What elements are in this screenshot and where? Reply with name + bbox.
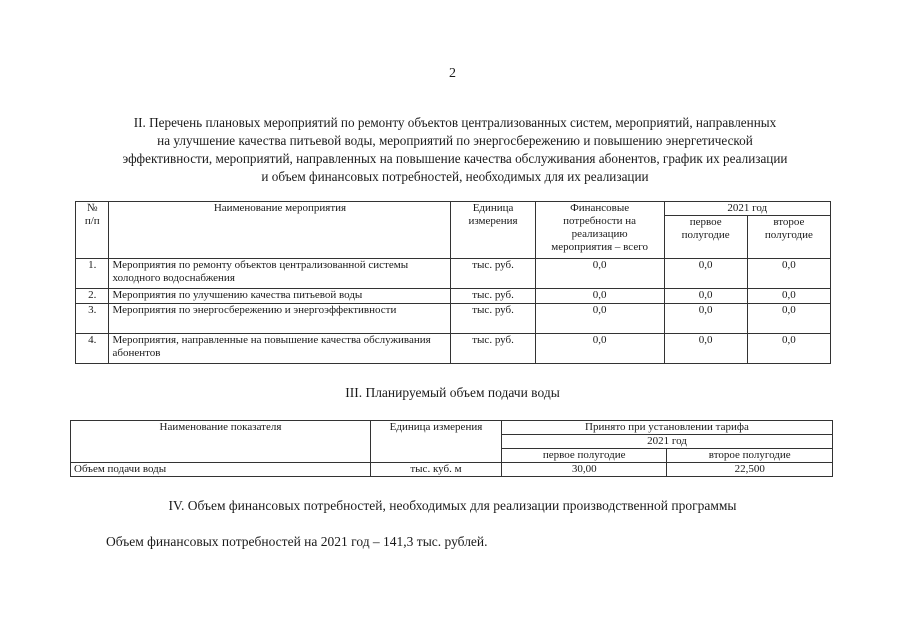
row-financial: 0,0 (535, 304, 664, 334)
header-accepted: Принято при установлении тарифа (501, 421, 832, 435)
row-unit: тыс. руб. (451, 289, 535, 304)
table-row (76, 304, 831, 334)
header-unit: Единица измерения (451, 202, 535, 259)
header-year: 2021 год (501, 435, 832, 449)
header-unit: Единица измерения (370, 421, 501, 463)
table-row (76, 289, 831, 304)
row-financial: 0,0 (535, 334, 664, 364)
activities-table (75, 201, 831, 364)
row-second-half: 0,0 (747, 289, 830, 304)
row-second-half: 0,0 (747, 334, 830, 364)
row-indicator: Объем подачи воды (71, 463, 371, 477)
row-second-half: 0,0 (747, 259, 830, 289)
row-first-half: 0,0 (664, 334, 747, 364)
row-num: 4. (76, 334, 109, 364)
water-supply-table (70, 420, 833, 477)
header-second-half: второе полугодие (747, 216, 830, 259)
row-num: 2. (76, 289, 109, 304)
row-second-half: 0,0 (747, 304, 830, 334)
section-2-title-line: II. Перечень плановых мероприятий по ремонту объектов централизованных систем, мероприятий, направленных (133, 115, 777, 130)
row-first-half: 0,0 (664, 304, 747, 334)
page-number: 2 (449, 66, 456, 81)
header-first-half: первое полугодие (664, 216, 747, 259)
section-3-title: III. Планируемый объем подачи воды (345, 385, 560, 400)
header-first-half: первое полугодие (501, 449, 667, 463)
section-2-title-line: эффективности, мероприятий, направленных на повышение качества обслуживания абонентов, график их реализации (122, 151, 788, 166)
row-financial: 0,0 (535, 289, 664, 304)
header-second-half: второе полугодие (667, 449, 833, 463)
row-name: Мероприятия по энергосбережению и энергоэффективности (109, 304, 451, 334)
row-num: 3. (76, 304, 109, 334)
section-2-title-line: на улучшение качества питьевой воды, мероприятий по энергосбережению и повышению энергетической (157, 133, 753, 148)
header-year: 2021 год (664, 202, 830, 216)
row-name: Мероприятия по улучшению качества питьевой воды (109, 289, 451, 304)
header-num: № п/п (76, 202, 109, 259)
row-name: Мероприятия по ремонту объектов централизованной системы холодного водоснабжения (109, 259, 451, 289)
row-financial: 0,0 (535, 259, 664, 289)
row-unit: тыс. куб. м (370, 463, 501, 477)
row-unit: тыс. руб. (451, 259, 535, 289)
financial-summary: Объем финансовых потребностей на 2021 год – 141,3 тыс. рублей. (106, 534, 488, 549)
row-first-half: 30,00 (501, 463, 667, 477)
section-4-title: IV. Объем финансовых потребностей, необходимых для реализации производственной программы (168, 498, 737, 513)
section-2-title (60, 114, 850, 186)
row-second-half: 22,500 (667, 463, 833, 477)
row-unit: тыс. руб. (451, 304, 535, 334)
row-first-half: 0,0 (664, 259, 747, 289)
row-num: 1. (76, 259, 109, 289)
header-financial: Финансовые потребности на реализацию мероприятия – всего (535, 202, 664, 259)
row-name: Мероприятия, направленные на повышение качества обслуживания абонентов (109, 334, 451, 364)
table-row (76, 259, 831, 289)
row-first-half: 0,0 (664, 289, 747, 304)
section-2-title-line: и объем финансовых потребностей, необходимых для их реализации (261, 169, 649, 184)
table-row (71, 463, 833, 477)
table-row (76, 334, 831, 364)
row-unit: тыс. руб. (451, 334, 535, 364)
header-name: Наименование мероприятия (109, 202, 451, 259)
header-indicator: Наименование показателя (71, 421, 371, 463)
